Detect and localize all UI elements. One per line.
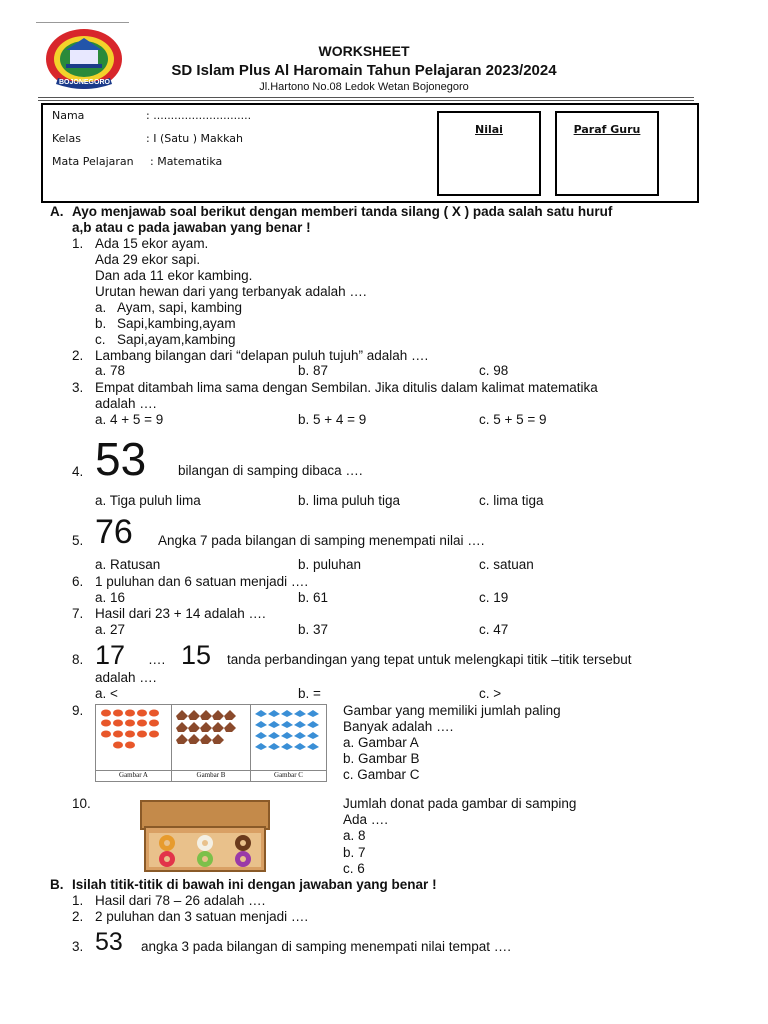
q3-text: Empat ditambah lima sama dengan Sembilan. Jika ditulis dalam kalimat matematika [95,380,598,395]
q8-option-c[interactable]: c. > [479,686,502,701]
q1-number: 1. [72,236,84,251]
nama-label: Nama [52,109,85,122]
q2-number: 2. [72,348,84,363]
worksheet-title: WORKSHEET [318,43,410,59]
q7-option-a[interactable]: a. 27 [95,622,126,637]
q8-number: 8. [72,652,84,667]
q8-text-2: adalah …. [95,670,157,685]
q1-option-c[interactable]: Sapi,ayam,kambing [117,332,236,347]
q9-option-c[interactable]: c. Gambar C [343,767,420,782]
q4-big-number: 53 [95,433,147,485]
q7-option-c[interactable]: c. 47 [479,622,509,637]
q9-picture-table [95,704,327,782]
q8-left-number: 17 [95,640,126,670]
q6-number: 6. [72,574,84,589]
q8-dots: …. [148,652,166,667]
q8-text: tanda perbandingan yang tepat untuk melengkapi titik –titik tersebut [227,652,632,667]
q6-text: 1 puluhan dan 6 satuan menjadi …. [95,574,309,589]
q5-number: 5. [72,533,84,548]
q3-option-a[interactable]: a. 4 + 5 = 9 [95,412,164,427]
paraf-guru-label: Paraf Guru [573,123,641,136]
q1-option-b[interactable]: Sapi,kambing,ayam [117,316,236,331]
q8-option-a[interactable]: a. < [95,686,118,701]
nama-value: : ............................ [146,109,252,122]
q1-line: Urutan hewan dari yang terbanyak adalah …. [95,284,367,299]
mapel-value: : Matematika [150,155,223,168]
q5-text: Angka 7 pada bilangan di samping menempati nilai …. [158,533,485,548]
mapel-label: Mata Pelajaran [52,155,134,168]
q9-fish-group [99,708,169,758]
header-divider [38,97,694,98]
q4-option-a[interactable]: a. Tiga puluh lima [95,493,201,508]
q9-option-b[interactable]: b. Gambar B [343,751,420,766]
b-q2-number: 2. [72,909,84,924]
q2-option-b[interactable]: b. 87 [298,363,329,378]
q9-animal-group [174,708,246,748]
q5-option-a[interactable]: a. Ratusan [95,557,161,572]
b-q2-text: 2 puluhan dan 3 satuan menjadi …. [95,909,309,924]
q1-option-a[interactable]: Ayam, sapi, kambing [117,300,243,315]
q10-number: 10. [72,796,91,811]
q3-text-2: adalah …. [95,396,157,411]
q6-option-c[interactable]: c. 19 [479,590,509,605]
kelas-label: Kelas [52,132,81,145]
b-q1-text: Hasil dari 78 – 26 adalah …. [95,893,266,908]
q10-donut-box [137,797,273,873]
section-b-marker: B. [50,877,64,892]
section-a-instruction: Ayo menjawab soal berikut dengan memberi tanda silang ( X ) pada salah satu huruf [72,204,613,219]
q3-option-c[interactable]: c. 5 + 5 = 9 [479,412,547,427]
q1-line: Dan ada 11 ekor kambing. [95,268,253,283]
q1-option-letter: c. [95,332,106,347]
b-q3-big-number: 53 [95,928,123,956]
b-q3-number: 3. [72,939,84,954]
b-q1-number: 1. [72,893,84,908]
q10-text: Jumlah donat pada gambar di samping [343,796,577,811]
q10-option-c[interactable]: c. 6 [343,861,365,876]
q5-option-c[interactable]: c. satuan [479,557,534,572]
section-b-instruction: Isilah titik-titik di bawah ini dengan jawaban yang benar ! [72,877,437,892]
kelas-value: : I (Satu ) Makkah [146,132,244,145]
q9-text-2: Banyak adalah …. [343,719,454,734]
q7-number: 7. [72,606,84,621]
q6-option-b[interactable]: b. 61 [298,590,329,605]
nilai-box [437,111,541,196]
q7-option-b[interactable]: b. 37 [298,622,329,637]
q4-number: 4. [72,464,84,479]
q7-text: Hasil dari 23 + 14 adalah …. [95,606,266,621]
q9-caption-b: Gambar B [196,771,226,779]
logo-text: BOJONEGORO [59,79,110,86]
school-name: SD Islam Plus Al Haromain Tahun Pelajaran 2023/2024 [171,62,557,79]
q1-line: Ada 15 ekor ayam. [95,236,209,251]
q10-option-a[interactable]: a. 8 [343,828,366,843]
q9-caption-a: Gambar A [119,771,148,779]
b-q3-text: angka 3 pada bilangan di samping menempati nilai tempat …. [141,939,511,954]
q3-number: 3. [72,380,84,395]
q4-text: bilangan di samping dibaca …. [178,463,363,478]
q6-option-a[interactable]: a. 16 [95,590,126,605]
q9-number: 9. [72,703,84,718]
q5-big-number: 76 [95,513,133,551]
q4-option-b[interactable]: b. lima puluh tiga [298,493,401,508]
q8-right-number: 15 [181,640,212,670]
q1-line: Ada 29 ekor sapi. [95,252,201,267]
q3-option-b[interactable]: b. 5 + 4 = 9 [298,412,367,427]
q2-option-a[interactable]: a. 78 [95,363,126,378]
section-a-marker: A. [50,204,64,219]
header-divider-2 [38,100,694,101]
section-a-instruction-2: a,b atau c pada jawaban yang benar ! [72,220,311,235]
top-rule [36,22,129,23]
q9-text: Gambar yang memiliki jumlah paling [343,703,561,718]
q9-caption-c: Gambar C [274,771,303,779]
q8-option-b[interactable]: b. = [298,686,321,701]
school-address: Jl.Hartono No.08 Ledok Wetan Bojonegoro [259,81,469,93]
q2-text: Lambang bilangan dari “delapan puluh tujuh” adalah …. [95,348,429,363]
nilai-label: Nilai [475,123,503,136]
q10-text-2: Ada …. [343,812,389,827]
paraf-guru-box [555,111,659,196]
q2-option-c[interactable]: c. 98 [479,363,509,378]
q4-option-c[interactable]: c. lima tiga [479,493,544,508]
q5-option-b[interactable]: b. puluhan [298,557,362,572]
q10-option-b[interactable]: b. 7 [343,845,366,860]
q9-bird-group [253,708,325,758]
q1-option-letter: a. [95,300,107,315]
q9-option-a[interactable]: a. Gambar A [343,735,419,750]
q1-option-letter: b. [95,316,107,331]
